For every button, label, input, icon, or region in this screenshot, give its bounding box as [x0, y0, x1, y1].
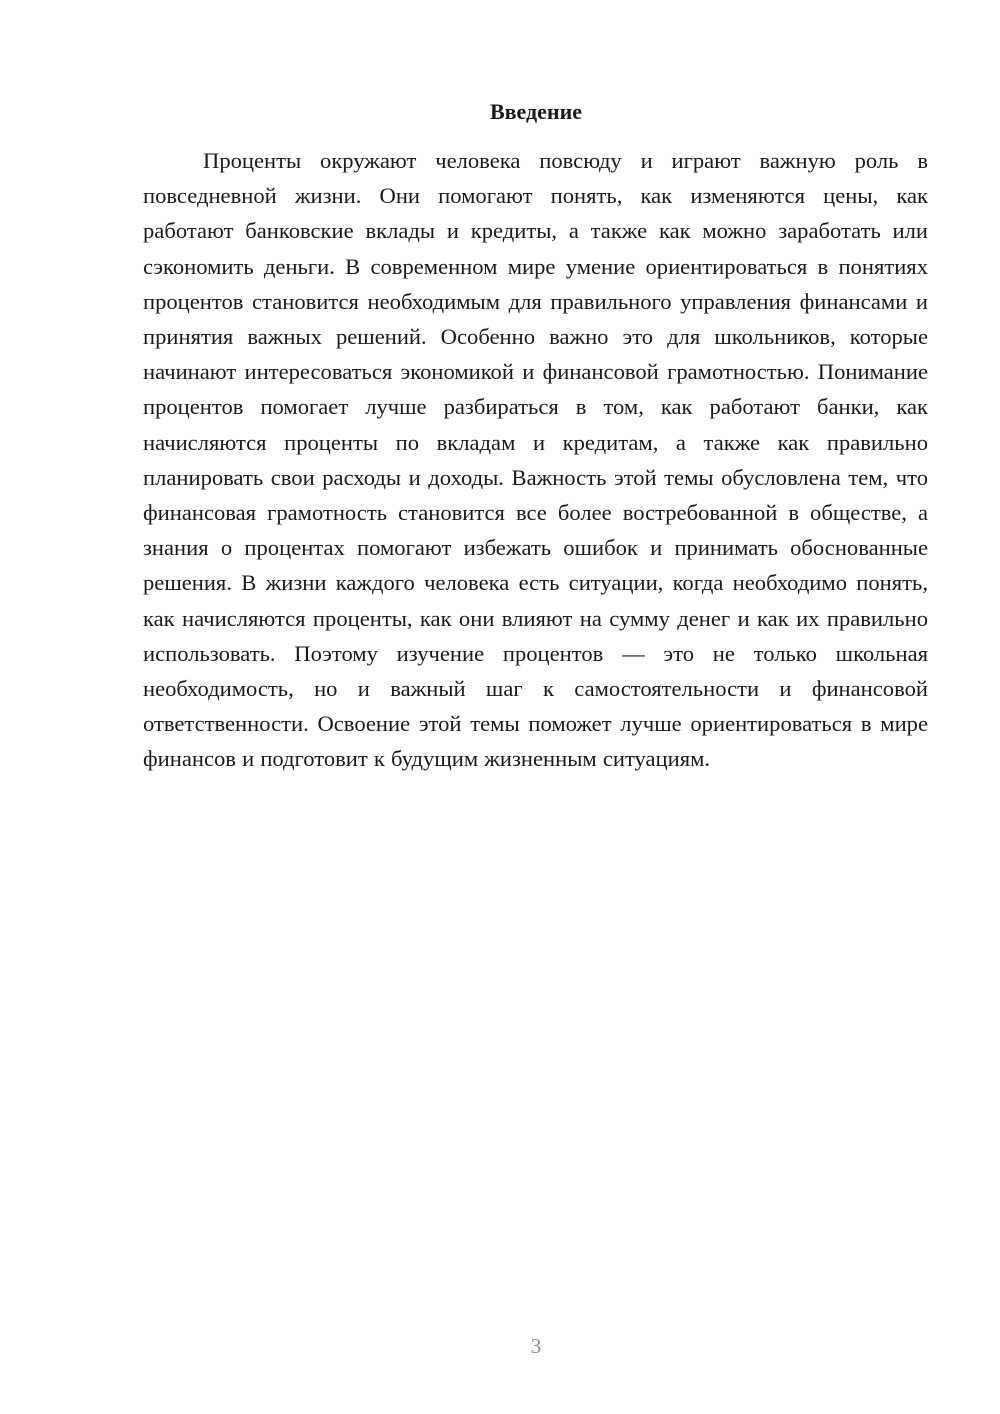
- section-heading: Введение: [489, 99, 583, 124]
- page-number: 3: [530, 1334, 542, 1358]
- body-paragraph: Проценты окружают человека повсюду и играют важную роль в повседневной жизни. Они помогают понять, как изменяются цены, как работают банковские вклады и кредиты, а также как можно заработать или сэкономить деньги. В современном мире умение ориентироваться в понятиях процентов становится необходимым для правильного управления финансами и принятия важных решений. Особенно важно это для школьников, которые начинают интересоваться экономикой и финансовой грамотностью. Понимание процентов помогает лучше разбираться в том, как работают банки, как начисляются проценты по вкладам и кредитам, а также как правильно планировать свои расходы и доходы. Важность этой темы обусловлена тем, что финансовая грамотность становится все более востребованной в обществе, а знания о процентах помогают избежать ошибок и принимать обоснованные решения. В жизни каждого человека есть ситуации, когда необходимо понять, как начисляются проценты, как они влияют на сумму денег и как их правильно использовать. Поэтому изучение процентов — это не только школьная необходимость, но и важный шаг к самостоятельности и финансовой ответственности. Освоение этой темы поможет лучше ориентироваться в мире финансов и подготовит к будущим жизненным ситуациям.: [143, 148, 928, 772]
